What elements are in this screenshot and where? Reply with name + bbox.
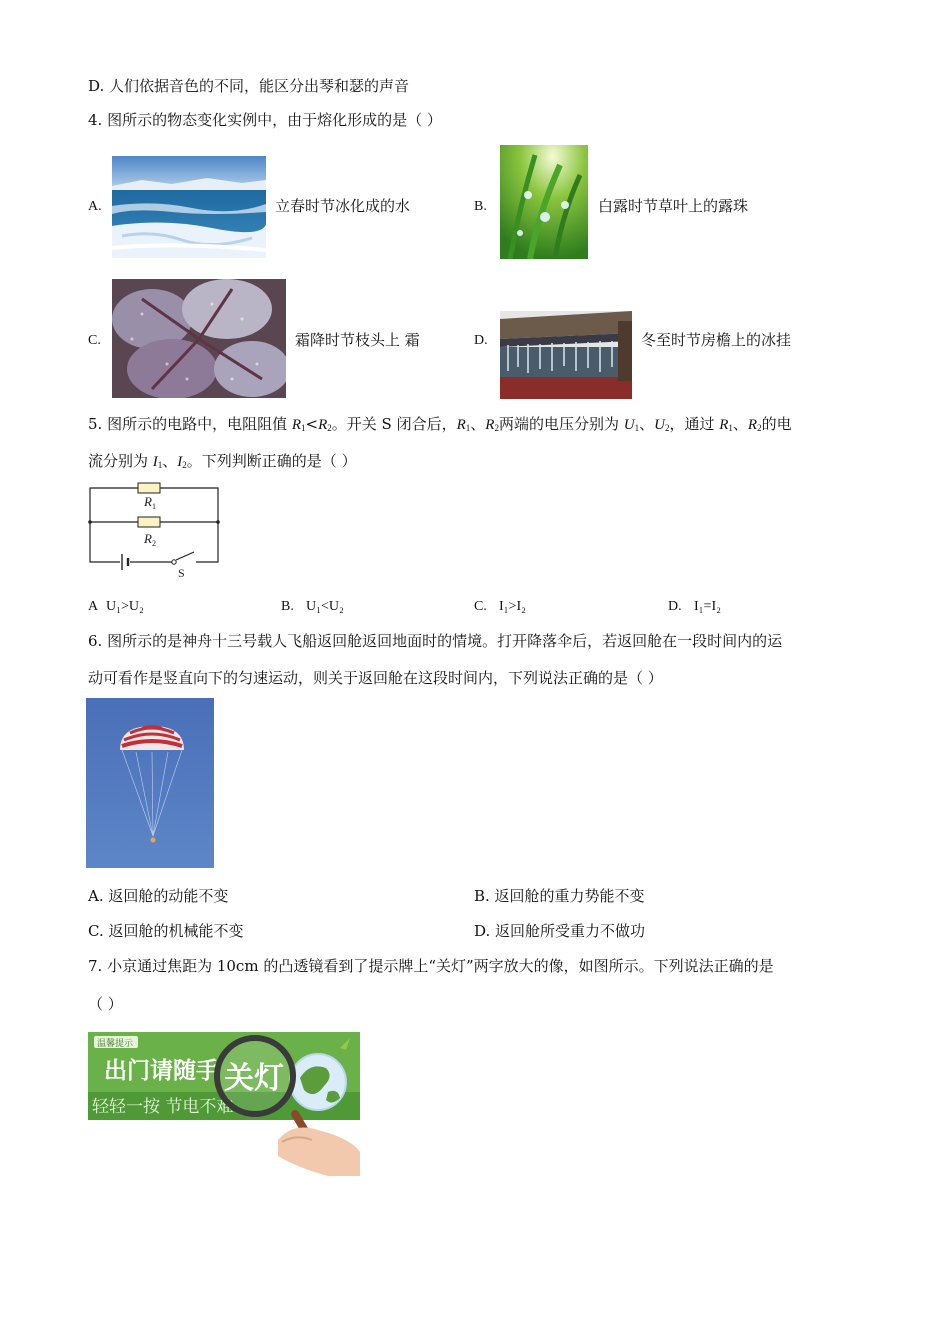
q4-stem: 4. 图所示的物态变化实例中，由于熔化形成的是（ ） [88, 111, 442, 129]
sign-magnified: 关灯 [224, 1061, 284, 1096]
q5-stem-line1: 5. 图所示的电路中，电阻阻值 $R_1<R_2$。开关 S 闭合后，$R_1$、$R_2$两端的电压分别为 $U_1$、$U_2$，通过 $R_1$、$R_2$的电 [88, 415, 792, 433]
circuit-diagram [84, 482, 224, 580]
q3-option-d: D. 人们依据音色的不同，能区分出琴和瑟的声音 [88, 77, 410, 95]
dew-grass-photo [500, 145, 588, 259]
q6-option-a: A. 返回舱的动能不变 [88, 887, 229, 905]
q5-option-d: I₁=I₂ [694, 599, 721, 614]
q4-option-a-text: 立春时节冰化成的水 [275, 197, 411, 215]
q5-option-b-letter: B. [281, 599, 294, 614]
q5-option-c-letter: C. [474, 599, 487, 614]
icicle-eaves-photo [500, 311, 632, 399]
q6-option-b: B. 返回舱的重力势能不变 [474, 887, 645, 905]
q5-option-c: I₁>I₂ [499, 599, 526, 614]
q4-option-c-text: 霜降时节枝头上 霜 [295, 331, 420, 349]
q4-option-b-text: 白露时节草叶上的露珠 [598, 197, 749, 215]
r1-label: $R_1$ [144, 494, 156, 511]
q5-stem-line2: 流分别为 $I_1$、$I_2$。下列判断正确的是（ ） [88, 452, 357, 470]
q7-stem-line1: 7. 小京通过焦距为 10cm 的凸透镜看到了提示牌上“关灯”两字放大的像，如图所示。下列说法正确的是 [88, 957, 774, 975]
q5-option-b: U₁<U₂ [306, 599, 344, 614]
q4-option-b-letter: B. [474, 199, 487, 214]
r2-label: $R_2$ [144, 531, 156, 548]
q4-option-d-letter: D. [474, 333, 488, 348]
q7-stem-line2: （ ） [88, 995, 123, 1013]
switch-label: S [178, 566, 185, 580]
sign-main: 出门请随手 [104, 1058, 219, 1084]
frost-leaves-photo [112, 279, 286, 398]
q6-stem-line2: 动可看作是竖直向下的匀速运动，则关于返回舱在这段时间内，下列说法正确的是（ ） [88, 669, 663, 687]
q5-option-a: U₁>U₂ [106, 599, 144, 614]
ice-melting-photo [112, 156, 266, 258]
sign-tag: 温馨提示 [97, 1039, 134, 1049]
q4-option-d-text: 冬至时节房檐上的冰挂 [641, 331, 792, 349]
q4-option-a-letter: A. [88, 199, 102, 214]
q5-option-a-letter: A [88, 599, 99, 614]
magnifier-sign-photo [88, 1030, 362, 1176]
q6-stem-line1: 6. 图所示的是神舟十三号载人飞船返回舱返回地面时的情境。打开降落伞后，若返回舱在一段时间内的运 [88, 632, 783, 650]
q5-option-d-letter: D. [668, 599, 682, 614]
sign-sub: 轻轻一按 节电不难 [92, 1097, 234, 1117]
parachute-capsule-photo [86, 698, 214, 868]
q4-option-c-letter: C. [88, 333, 101, 348]
q6-option-d: D. 返回舱所受重力不做功 [474, 922, 646, 940]
q6-option-c: C. 返回舱的机械能不变 [88, 922, 244, 940]
